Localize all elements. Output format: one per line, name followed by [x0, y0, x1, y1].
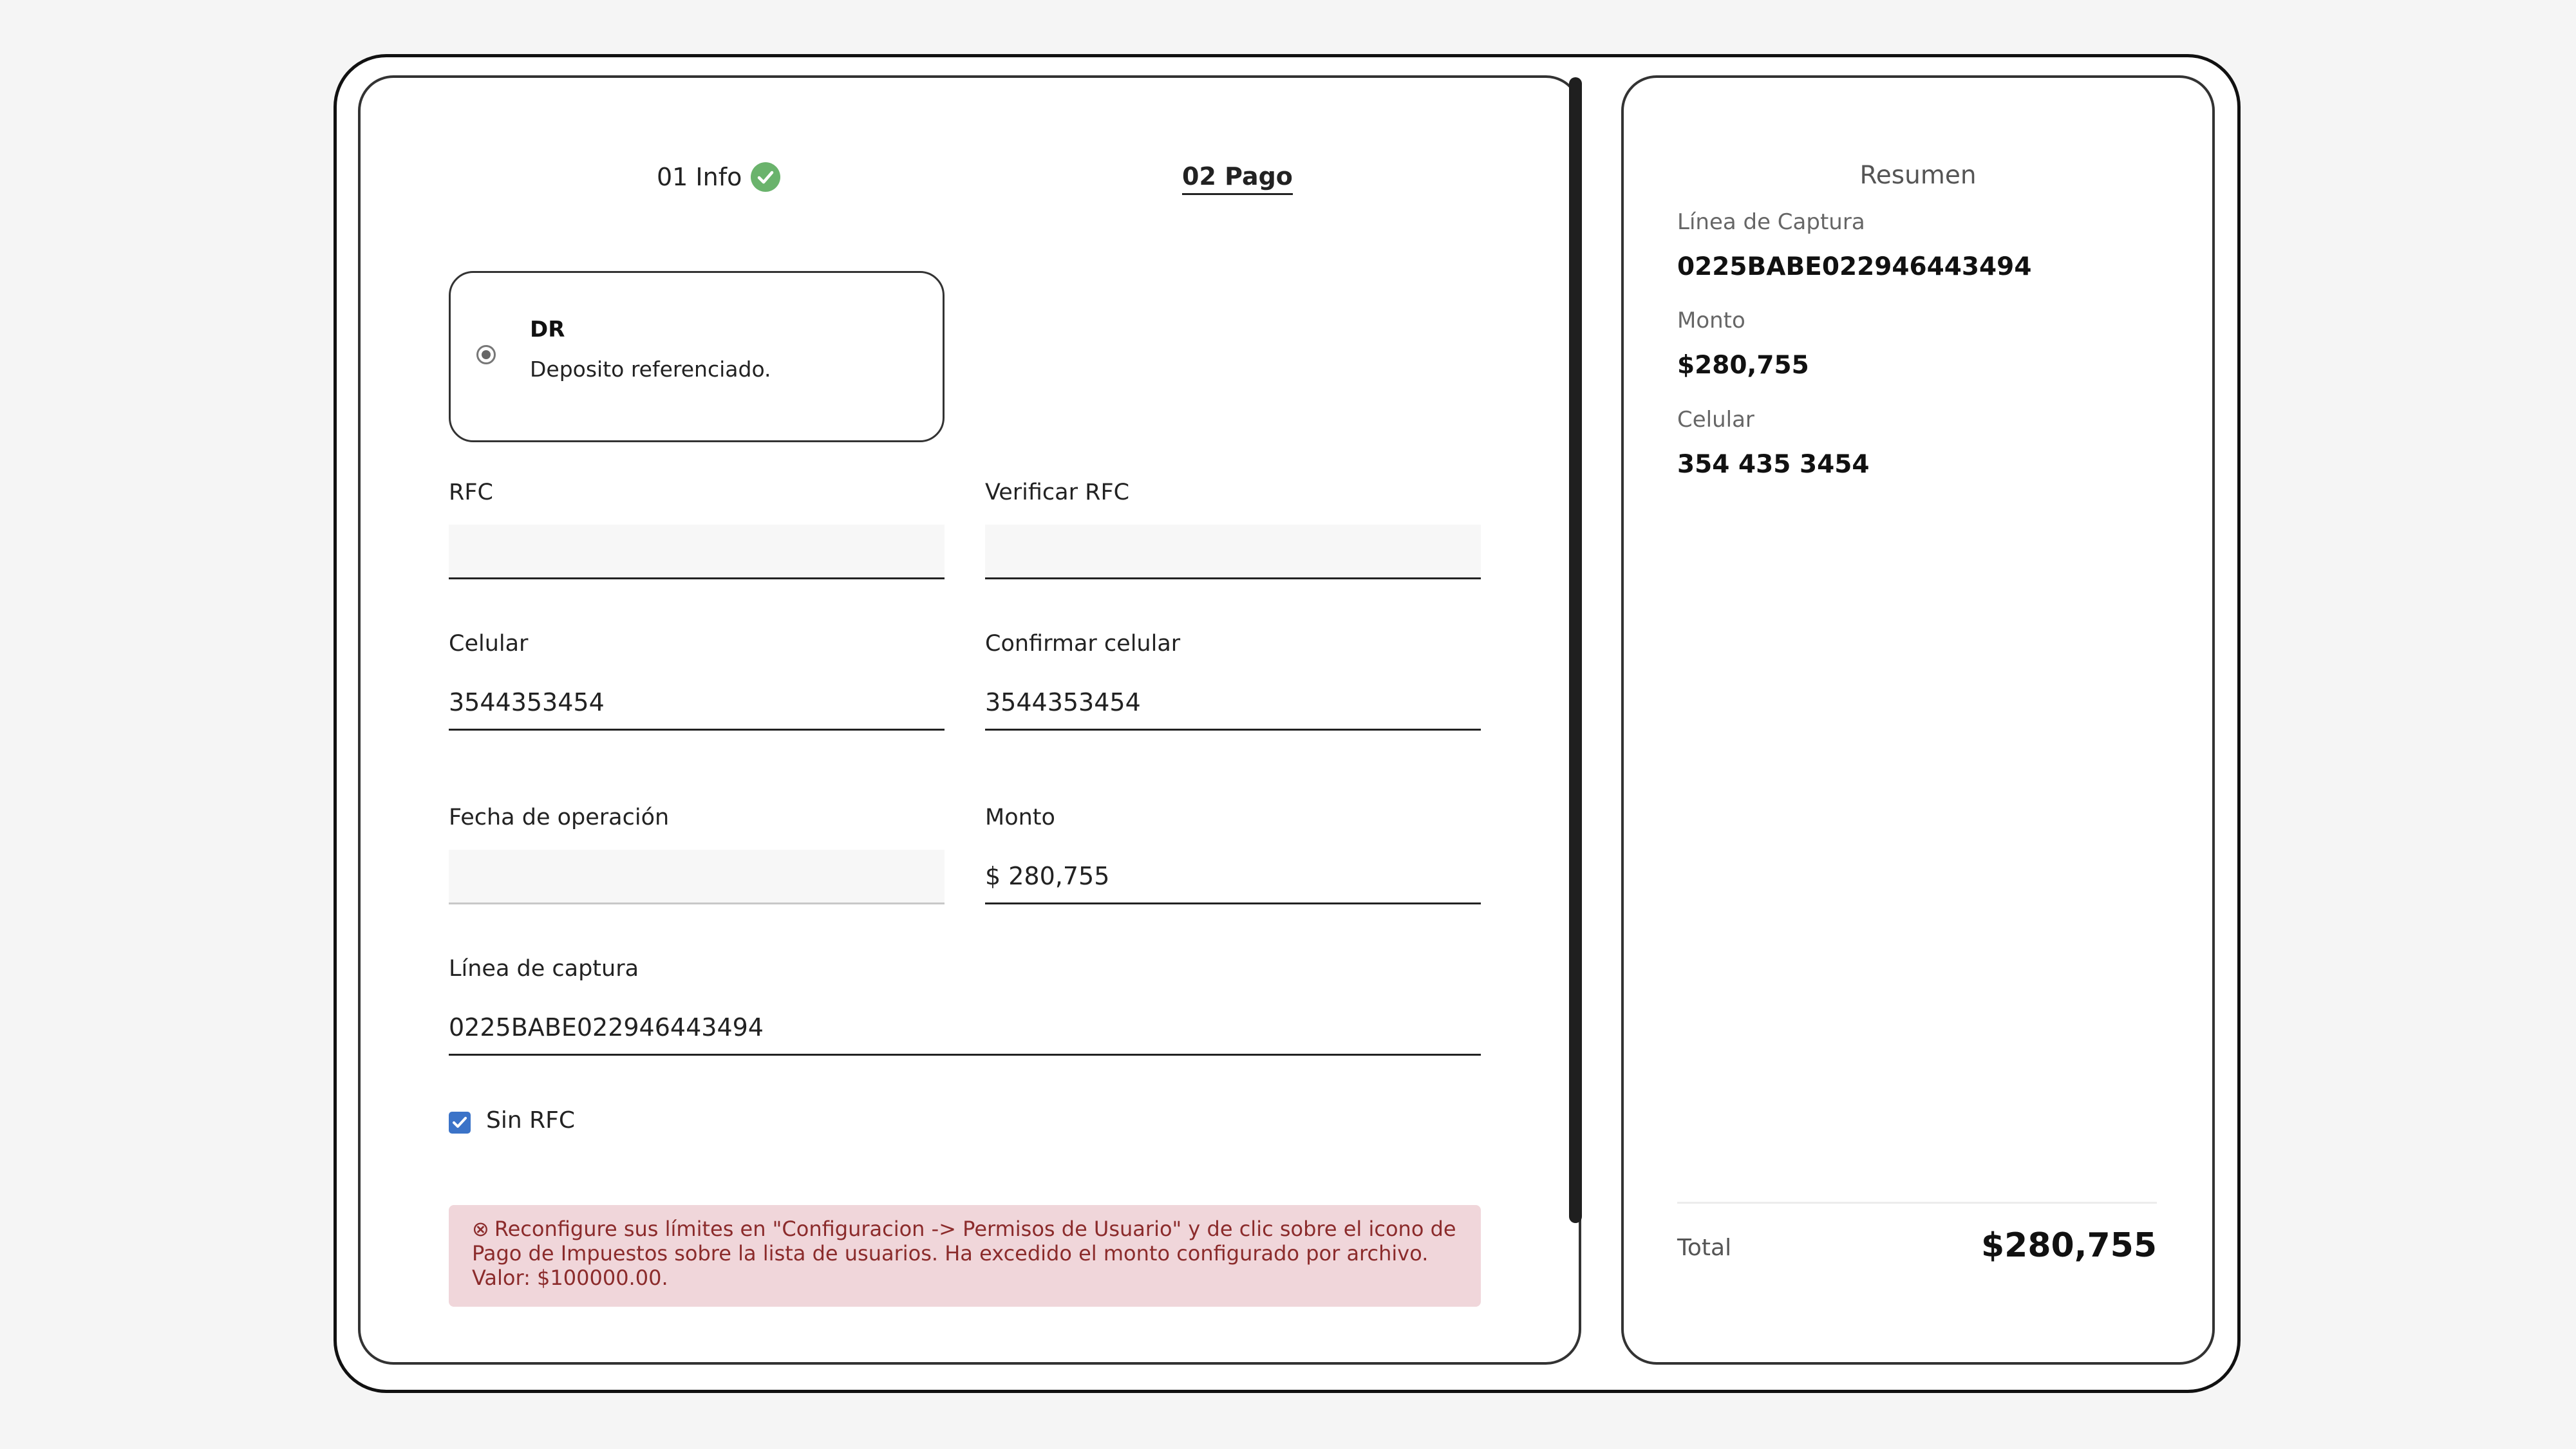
step-info[interactable]	[657, 162, 780, 192]
error-circle-x-icon: ⊗	[472, 1217, 489, 1241]
payment-option-code: DR	[530, 317, 565, 342]
step-pago[interactable]	[1182, 162, 1293, 195]
summary-total-value: $280,755	[1980, 1226, 2157, 1265]
summary-celular-value: 354 435 3454	[1677, 450, 1870, 479]
step-pago-label: 02 Pago	[1182, 162, 1293, 195]
monto-input[interactable]: $ 280,755	[985, 850, 1481, 904]
summary-linea-label: Línea de Captura	[1677, 209, 1865, 235]
rfc-input[interactable]	[449, 525, 945, 579]
summary-total-label: Total	[1677, 1235, 1732, 1261]
summary-celular-label: Celular	[1677, 407, 1754, 433]
monto-label: Monto	[985, 805, 1055, 830]
error-alert	[449, 1205, 1481, 1307]
payment-option-dr[interactable]	[449, 271, 945, 442]
form-scrollbar[interactable]	[1569, 77, 1582, 1223]
error-message: Reconfigure sus límites en "Configuracion -> Permisos de Usuario" y de clic sobre el icono de Pago de Impuestos sobre la lista de usuarios. Ha excedido el monto configurado por archivo. Valor: $100000.00.	[472, 1217, 1456, 1290]
summary-divider	[1677, 1202, 2157, 1204]
verify-rfc-input[interactable]	[985, 525, 1481, 579]
rfc-label: RFC	[449, 480, 493, 505]
fecha-input[interactable]	[449, 850, 945, 904]
celular-label: Celular	[449, 631, 529, 657]
summary-monto-label: Monto	[1677, 308, 1745, 333]
linea-captura-input[interactable]: 0225BABE022946443494	[449, 1001, 1481, 1056]
verify-rfc-label: Verificar RFC	[985, 480, 1130, 505]
step-info-label: 01 Info	[657, 163, 742, 191]
summary-linea-value: 0225BABE022946443494	[1677, 252, 2032, 281]
sin-rfc-label[interactable]: Sin RFC	[486, 1107, 575, 1134]
summary-monto-value: $280,755	[1677, 351, 1809, 380]
summary-title: Resumen	[1859, 161, 1977, 190]
confirm-celular-input[interactable]: 3544353454	[985, 676, 1481, 731]
payment-option-radio[interactable]	[476, 345, 496, 364]
check-circle-icon	[751, 162, 780, 192]
fecha-label: Fecha de operación	[449, 805, 670, 830]
linea-captura-label: Línea de captura	[449, 956, 639, 982]
confirm-celular-label: Confirmar celular	[985, 631, 1181, 657]
sin-rfc-checkbox[interactable]	[449, 1112, 471, 1134]
payment-option-description: Deposito referenciado.	[530, 357, 771, 382]
celular-input[interactable]: 3544353454	[449, 676, 945, 731]
